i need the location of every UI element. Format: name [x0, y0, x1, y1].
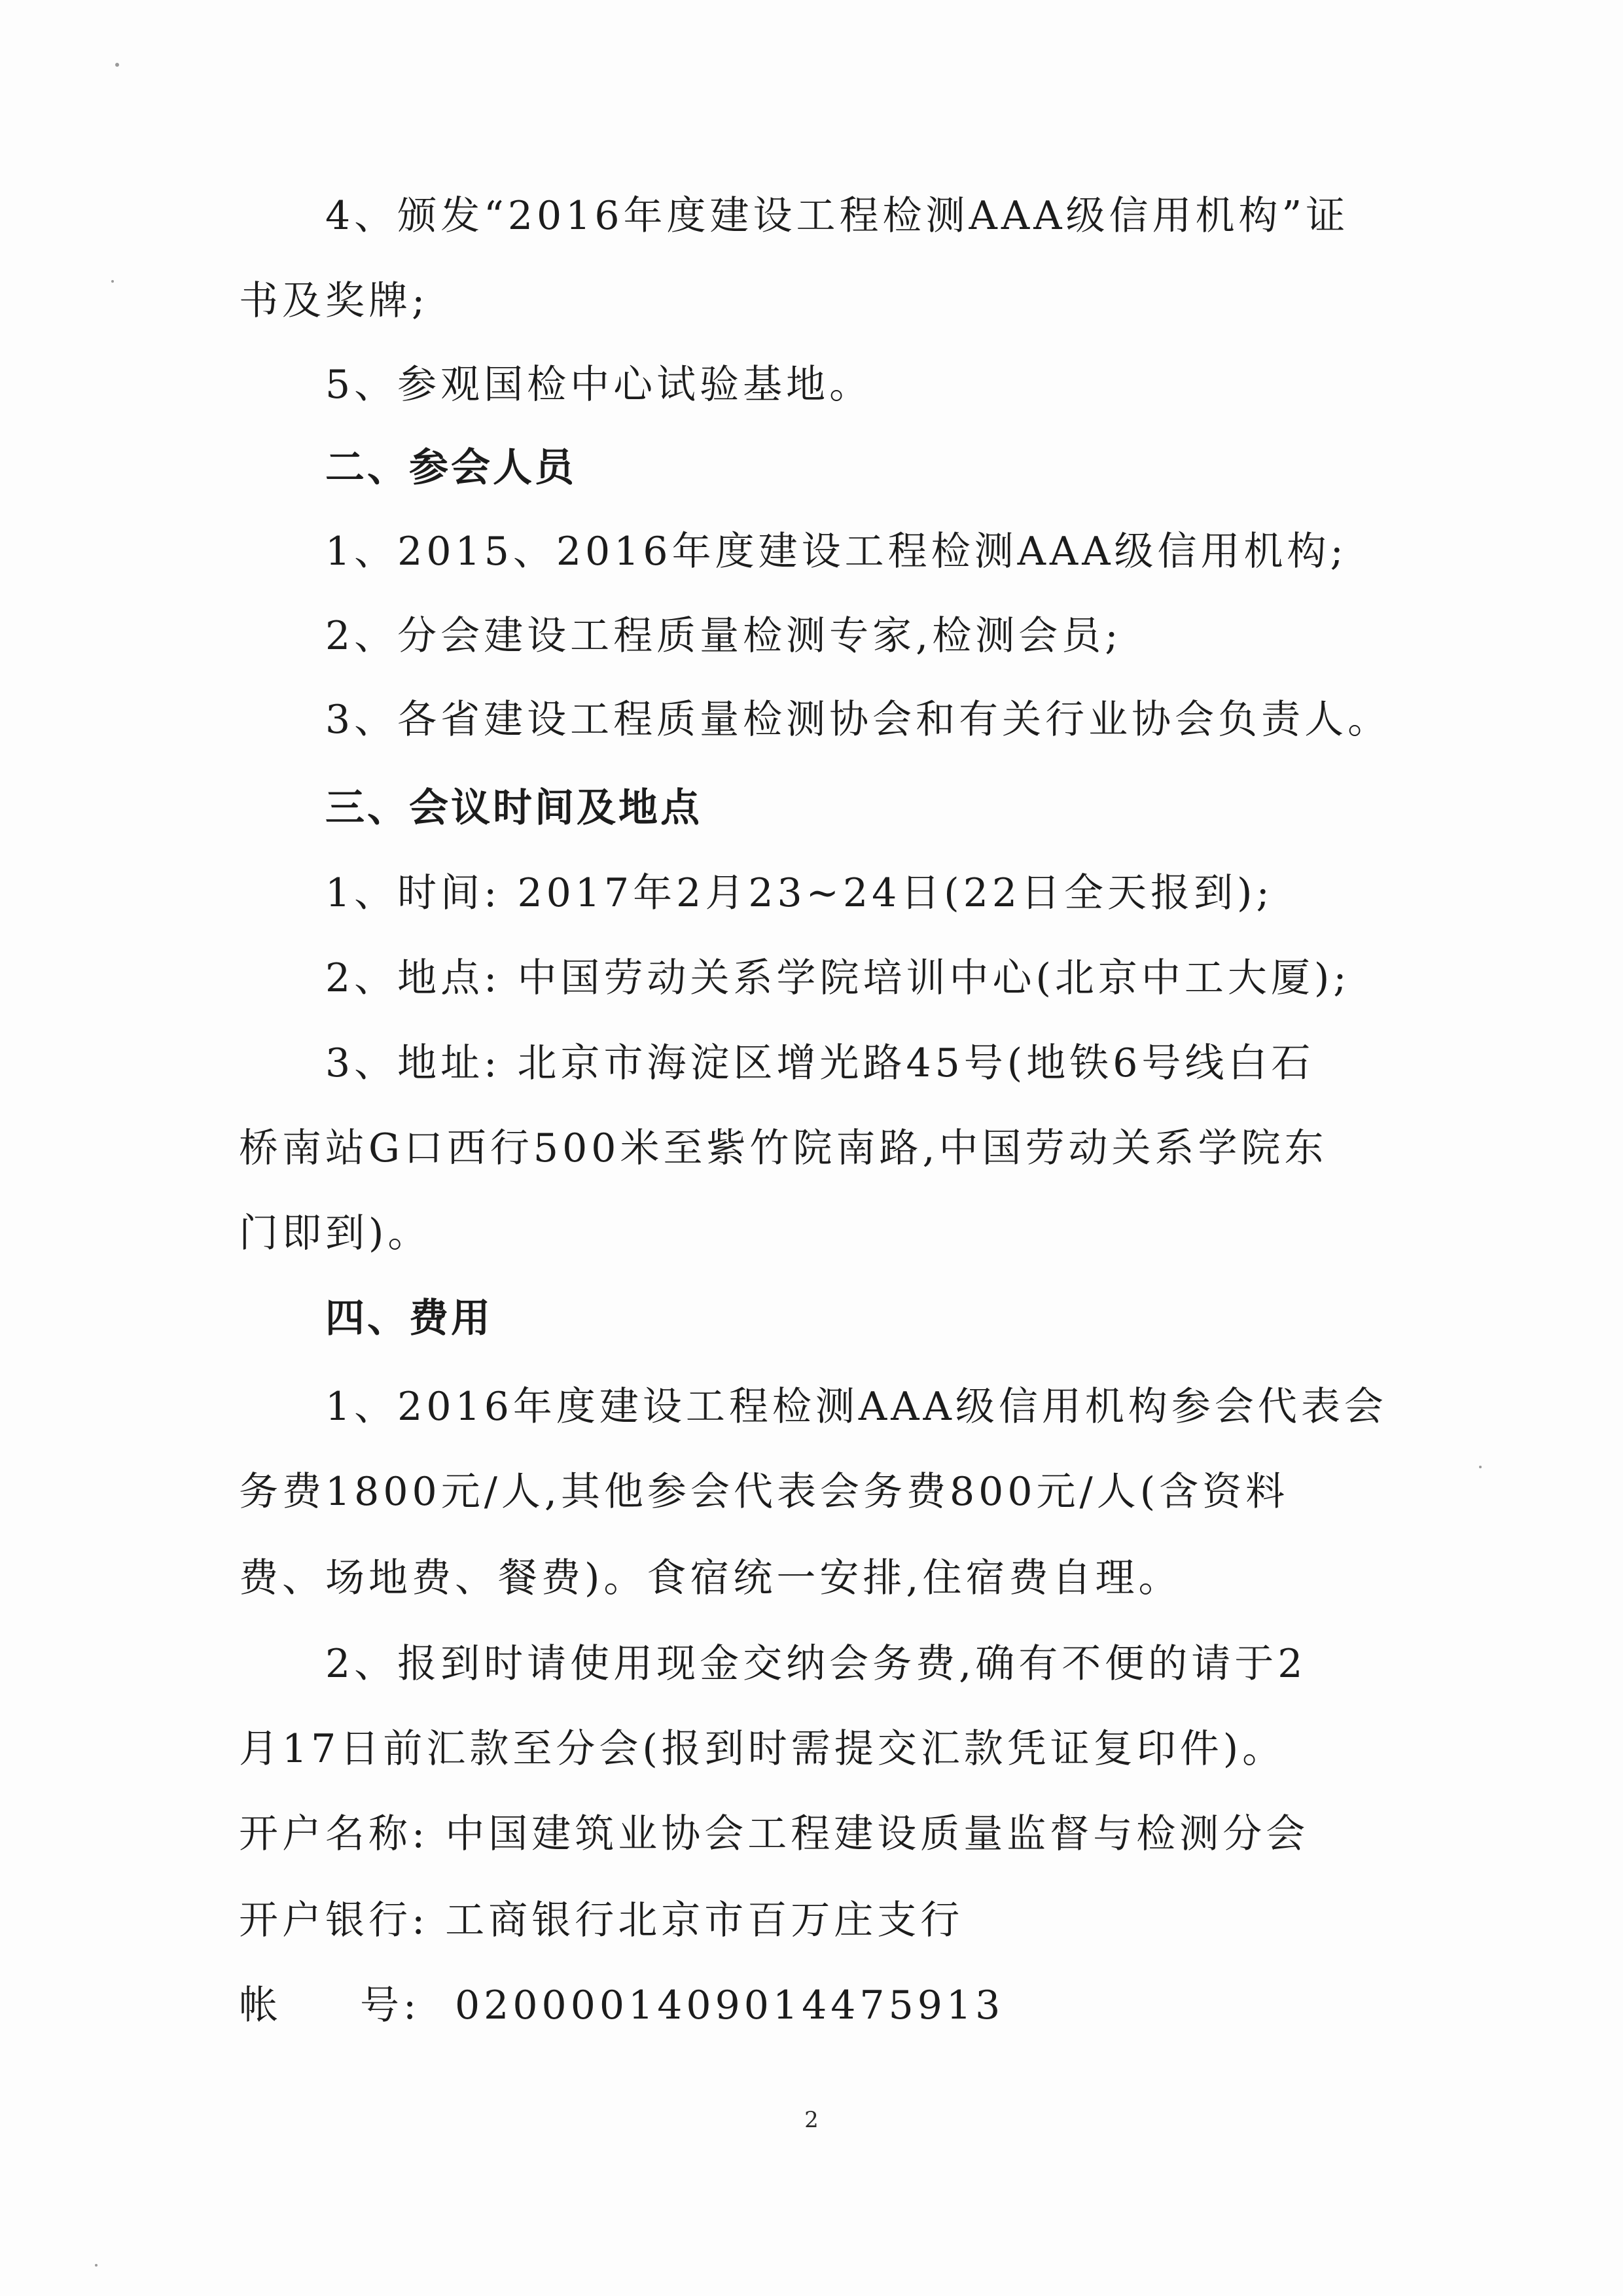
section-2-item-1: 1、2015、2016年度建设工程检测AAA级信用机构;: [325, 529, 1347, 574]
section-4-heading: 四、费用: [325, 1296, 493, 1341]
section-2-heading: 二、参会人员: [325, 445, 577, 491]
meeting-address-line-2: 桥南站G口西行500米至紫竹院南路,中国劳动关系学院东: [239, 1125, 1328, 1171]
fee-line-3: 费、场地费、餐费)。食宿统一安排,住宿费自理。: [239, 1555, 1182, 1601]
section-3-heading: 三、会议时间及地点: [325, 785, 702, 831]
item-5-line: 5、参观国检中心试验基地。: [325, 362, 873, 408]
fee-line-2: 务费1800元/人,其他参会代表会务费800元/人(含资料: [239, 1469, 1289, 1515]
scan-speck: [95, 2264, 98, 2267]
meeting-address-line-3: 门即到)。: [239, 1210, 431, 1256]
account-number: 0200001409014475913: [455, 1983, 1005, 2028]
account-label-suffix: 号:: [360, 1983, 421, 2028]
payment-line-2: 月17日前汇款至分会(报到时需提交汇款凭证复印件)。: [239, 1726, 1286, 1772]
section-2-item-3: 3、各省建设工程质量检测协会和有关行业协会负责人。: [325, 697, 1391, 743]
meeting-address-line-1: 3、地址: 北京市海淀区增光路45号(地铁6号线白石: [325, 1040, 1315, 1086]
payment-line-1: 2、报到时请使用现金交纳会务费,确有不便的请于2: [325, 1641, 1307, 1687]
scan-speck: [111, 280, 114, 283]
fee-line-1: 1、2016年度建设工程检测AAA级信用机构参会代表会: [325, 1384, 1387, 1430]
section-2-item-2: 2、分会建设工程质量检测专家,检测会员;: [325, 613, 1122, 659]
meeting-place: 2、地点: 中国劳动关系学院培训中心(北京中工大厦);: [325, 955, 1351, 1001]
scan-speck: [1479, 1466, 1482, 1468]
scan-speck: [115, 63, 119, 67]
account-name: 开户名称: 中国建筑业协会工程建设质量监督与检测分会: [239, 1811, 1310, 1857]
item-4-line-1: 4、颁发“2016年度建设工程检测AAA级信用机构”证: [325, 193, 1349, 239]
page-number: 2: [804, 2107, 819, 2133]
account-label-char: 帐: [239, 1983, 282, 2028]
item-4-line-2: 书及奖牌;: [239, 278, 429, 324]
meeting-time: 1、时间: 2017年2月23~24日(22日全天报到);: [325, 870, 1274, 916]
bank-name: 开户银行: 工商银行北京市百万庄支行: [239, 1898, 964, 1943]
